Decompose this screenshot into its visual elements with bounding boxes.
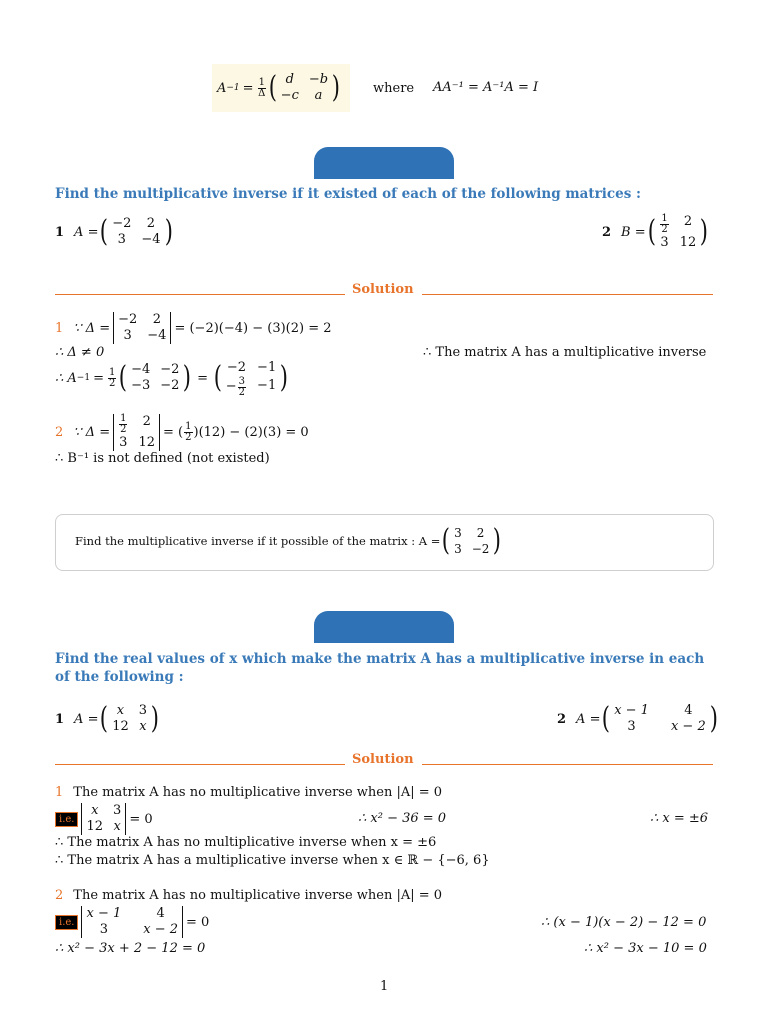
item1-number: 1: [55, 224, 65, 240]
sol1-m2-21-sign: −: [225, 379, 237, 394]
exercise-content: [75, 523, 503, 559]
exercise-matrix: ( 3 2 3 −2 ): [442, 523, 502, 558]
sol2-determinant: [113, 414, 160, 451]
sol1-m1-21: −3: [131, 378, 151, 393]
s2-item2-lhs: A =: [576, 711, 601, 727]
s2-sol1-line1: [55, 785, 442, 800]
formula-lhs-sup: −1: [226, 83, 240, 93]
s2-sol1-mid: ∴ x² − 36 = 0: [358, 811, 447, 826]
item2-m22: 12: [679, 234, 697, 250]
section2-title-line2: of the following :: [55, 669, 184, 685]
item2-frac-num: 1: [661, 212, 668, 224]
formula-m22: a: [314, 88, 323, 103]
section2-item1: [55, 701, 161, 737]
s2-sol2-d21: 3: [99, 922, 108, 937]
s2-sol2-text: The matrix A has no multiplicative inverse when |A| = 0: [73, 888, 443, 903]
formula-frac-num: 1: [258, 76, 265, 88]
s2-item2-m11: x − 1: [614, 703, 649, 718]
solution2-divider-left: [55, 764, 345, 765]
item2-m12: 2: [683, 213, 693, 229]
formula-m11: d: [285, 72, 294, 87]
item1-m21: 3: [117, 232, 126, 247]
sol2-result-pre: = (: [163, 424, 184, 440]
s2-sol1-right: ∴ x = ±6: [650, 811, 709, 826]
section-tab-1: [314, 147, 454, 179]
sol2-d11: [119, 414, 127, 435]
sol2-line2: ∴ B⁻¹ is not defined (not existed): [55, 451, 270, 466]
formula-fraction: [258, 78, 266, 99]
s2-sol1-det-eq: = 0: [129, 811, 153, 827]
s2-sol1-d21: 12: [86, 819, 104, 834]
s2-sol2-line2: [55, 905, 209, 939]
sol1-line3: [55, 358, 290, 398]
sol1-m2-frac-den: 2: [238, 386, 246, 398]
sol1-line3-frac: [108, 368, 116, 389]
sol1-d21: 3: [123, 328, 132, 343]
item1-m12: 2: [146, 216, 156, 231]
sol2-prefix: ∵ Δ =: [73, 424, 111, 440]
item2-number: 2: [602, 224, 612, 240]
sol1-prefix: ∵ Δ =: [73, 320, 111, 336]
s2-item2-m12: 4: [684, 703, 693, 718]
formula-m12: −b: [308, 72, 329, 87]
sol1-d12: 2: [152, 312, 161, 327]
formula-identity: AA⁻¹ = A⁻¹A = I: [433, 80, 539, 95]
sol1-m2-22: −1: [257, 377, 277, 393]
ie-label-2: i.e.: [55, 915, 78, 930]
s2-item1-m11: x: [116, 703, 125, 718]
sol1-m1-11: −4: [131, 362, 151, 377]
sol2-result-frac-den: 2: [185, 431, 192, 443]
s2-item2-m21: 3: [627, 719, 636, 734]
s2-sol2-line3: ∴ x² − 3x + 2 − 12 = 0: [55, 941, 206, 956]
item1-m11: −2: [112, 216, 132, 231]
exercise-m22: −2: [471, 542, 490, 556]
item2-frac-den: 2: [661, 223, 668, 235]
sol1-line2-right: ∴ The matrix A has a multiplicative inverse: [423, 345, 707, 360]
s2-item1-m22: x: [139, 719, 147, 734]
sol1-m2-21: [226, 377, 247, 398]
formula-frac-den: Δ: [258, 87, 266, 99]
section2-item2: [557, 701, 719, 737]
sol1-line3-frac-den: 2: [108, 377, 116, 389]
sol1-m2-12: −1: [257, 359, 277, 375]
solution-divider-right: [422, 294, 713, 295]
s2-item1-number: 1: [55, 711, 65, 727]
s2-item1-m12: 3: [138, 703, 148, 718]
s2-item2-number: 2: [557, 711, 567, 727]
solution2-divider-right: [422, 764, 713, 765]
sol2-number: 2: [55, 424, 64, 440]
section2-title-line1: Find the real values of x which make the matrix A has a multiplicative inverse in each: [55, 651, 705, 667]
sol1-m1-22: −2: [160, 378, 180, 393]
formula-eq: =: [242, 80, 254, 96]
exercise-m11: 3: [454, 526, 462, 540]
sol2-line1: [55, 414, 309, 450]
item2-m11: [660, 214, 668, 235]
s2-sol2-right1: ∴ (x − 1)(x − 2) − 12 = 0: [541, 915, 707, 930]
page-number: 1: [380, 979, 389, 994]
s2-item2-m22: x − 2: [670, 719, 706, 734]
item2-lhs: B =: [621, 224, 646, 240]
sol1-number: 1: [55, 320, 64, 336]
sol1-eq2: =: [197, 370, 209, 386]
sol1-determinant: [113, 312, 171, 344]
sol1-m2-11: −2: [226, 359, 246, 375]
sol2-d-frac-den: 2: [120, 423, 127, 435]
item1-m22: −4: [141, 232, 161, 247]
exercise-m21: 3: [454, 542, 462, 556]
sol1-line3-sup: −1: [76, 373, 91, 383]
s2-item1-lhs: A =: [74, 711, 99, 727]
sol1-line3-eq: =: [93, 370, 104, 386]
sol2-d21: 3: [119, 434, 128, 450]
s2-sol1-d22: x: [113, 819, 121, 834]
s2-sol2-d22: x − 2: [143, 922, 179, 937]
s2-sol1-text: The matrix A has no multiplicative inverse when |A| = 0: [73, 785, 443, 800]
s2-sol1-number: 1: [55, 785, 64, 800]
section1-item1: [55, 214, 174, 250]
sol1-line2: ∴ Δ ≠ 0: [55, 345, 105, 360]
s2-item2-matrix: ( x − 1 4 3 x − 2 ): [602, 701, 718, 736]
sol1-line3-frac-num: 1: [108, 366, 116, 378]
sol2-result-frac-num: 1: [185, 420, 192, 432]
exercise-m12: 2: [476, 526, 485, 540]
ie-label-1: i.e.: [55, 812, 78, 827]
sol1-line3-prefix: ∴ A: [55, 370, 77, 386]
solution-label-1: Solution: [352, 282, 414, 297]
exercise-text: Find the multiplicative inverse if it possible of the matrix : A =: [75, 534, 441, 548]
s2-sol2-det-eq: = 0: [186, 914, 210, 930]
s2-sol2-d12: 4: [156, 906, 165, 921]
sol2-d-frac-num: 1: [120, 412, 127, 424]
sol2-d22: 12: [138, 434, 156, 450]
sol1-d22: −4: [147, 328, 167, 343]
s2-sol1-determinant: [81, 803, 126, 835]
formula-matrix: ( d −b −c a ): [268, 70, 341, 105]
section1-item2: [602, 214, 710, 250]
sol1-d11: −2: [118, 312, 138, 327]
formula-where: where: [373, 81, 415, 96]
s2-sol2-d11: x − 1: [86, 906, 122, 921]
section1-title: Find the multiplicative inverse if it existed of each of the following matrices :: [55, 186, 641, 202]
solution-label-2: Solution: [352, 752, 414, 767]
s2-sol2-line1: [55, 888, 442, 903]
sol1-m2-frac-num: 3: [238, 375, 246, 387]
s2-sol2-number: 2: [55, 888, 64, 903]
sol1-matrix1: ( −4 −2 −3 −2 ): [119, 360, 192, 395]
s2-item1-m21: 12: [112, 719, 129, 734]
sol1-m1-12: −2: [160, 362, 180, 377]
s2-sol2-determinant: [81, 906, 183, 938]
item1-lhs: A =: [74, 224, 99, 240]
s2-item1-matrix: ( x 3 12 x ): [100, 701, 159, 736]
sol1-result: = (−2)(−4) − (3)(2) = 2: [174, 320, 332, 336]
sol2-result-post: )(12) − (2)(3) = 0: [193, 424, 309, 440]
formula-m21: −c: [280, 88, 299, 103]
sol1-line1: [55, 310, 332, 346]
item1-matrix: ( −2 2 3 −4 ): [100, 214, 173, 249]
s2-sol2-right2: ∴ x² − 3x − 10 = 0: [584, 941, 707, 956]
formula-lhs: A: [217, 80, 227, 96]
s2-sol1-d11: x: [91, 803, 99, 818]
s2-sol1-line3: ∴ The matrix A has no multiplicative inverse when x = ±6: [55, 835, 437, 850]
s2-sol1-line4: ∴ The matrix A has a multiplicative inverse when x ∈ ℝ − {−6, 6}: [55, 853, 490, 868]
s2-sol1-d12: 3: [113, 803, 122, 818]
sol2-result-frac: [184, 422, 192, 443]
inverse-formula: [217, 70, 342, 106]
sol2-d12: 2: [142, 413, 151, 429]
solution-divider-left: [55, 294, 345, 295]
section-tab-2: [314, 611, 454, 643]
s2-sol1-line2: [55, 802, 153, 836]
item2-m21: 3: [660, 234, 669, 250]
item2-matrix: ( $\frac{1}{2}$ 2 3 12 ): [647, 212, 709, 250]
sol1-matrix2: ( −2 −1 − $\frac{3}{2}$ −1 ): [213, 359, 289, 398]
